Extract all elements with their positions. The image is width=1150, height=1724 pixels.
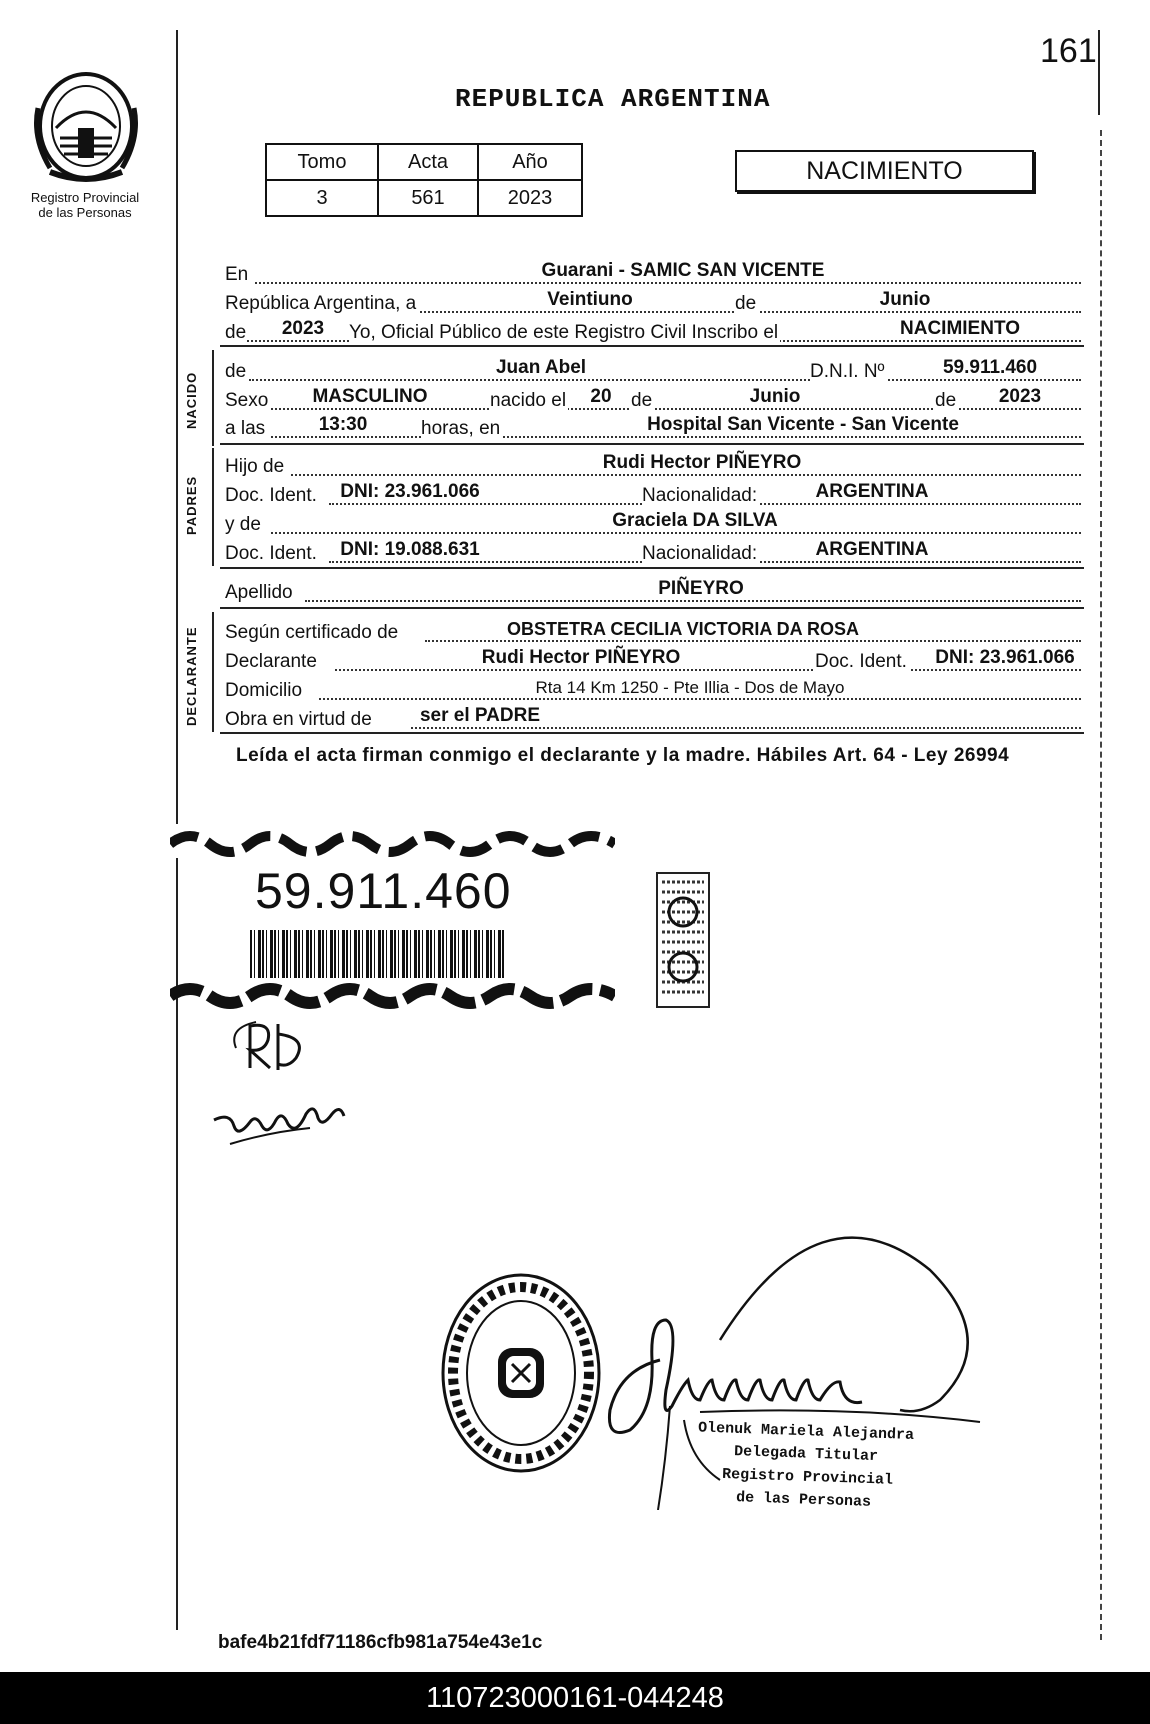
madre-doc: DNI: 19.088.631 bbox=[340, 539, 480, 560]
nacido-anio: 2023 bbox=[998, 386, 1042, 407]
nacido-sexo: MASCULINO bbox=[312, 386, 428, 407]
footer-code: 110723000161-044248 bbox=[0, 1672, 1150, 1724]
row-certificado: Según certificado de OBSTETRA CECILIA VICTORIA DA ROSA bbox=[225, 616, 1081, 646]
padre-nombre: Rudi Hector PIÑEYRO bbox=[602, 452, 802, 473]
row-nacido-hora: a las 13:30 horas, en Hospital San Vicente - San Vicente bbox=[225, 412, 1081, 442]
anio-value: 2023 bbox=[281, 318, 325, 339]
document-title: REPUBLICA ARGENTINA bbox=[455, 84, 771, 114]
page-number: 161 bbox=[1040, 32, 1097, 70]
ledger-value-tomo: 3 bbox=[266, 180, 378, 216]
legal-note: Leída el acta firman conmigo el declarante y la madre. Hábiles Art. 64 - Ley 26994 bbox=[236, 745, 1010, 766]
ledger-value-acta: 561 bbox=[378, 180, 478, 216]
row-obra: Obra en virtud de ser el PADRE bbox=[225, 703, 1081, 733]
madre-nacionalidad: ARGENTINA bbox=[815, 539, 929, 560]
nacido-hora: 13:30 bbox=[318, 414, 368, 435]
signatory-name: Olenuk Mariela Alejandra bbox=[697, 1419, 915, 1444]
row-oficial: de 2023 Yo, Oficial Público de este Registro Civil Inscribo el NACIMIENTO bbox=[225, 316, 1081, 346]
domicilio-value: Rta 14 Km 1250 - Pte Illia - Dos de Mayo bbox=[535, 678, 845, 697]
apellido-value: PIÑEYRO bbox=[658, 578, 744, 599]
en-value: Guarani - SAMIC SAN VICENTE bbox=[541, 260, 825, 281]
hologram-icon bbox=[656, 872, 710, 1008]
barcode-icon bbox=[250, 930, 505, 978]
record-type-box: NACIMIENTO bbox=[735, 150, 1034, 192]
section-label-declarante: DECLARANTE bbox=[184, 626, 199, 726]
row-madre-doc: Doc. Ident. DNI: 19.088.631 Nacionalidad: ARGENTINA bbox=[225, 537, 1081, 567]
padre-doc: DNI: 23.961.066 bbox=[340, 481, 480, 502]
sticker-border-bottom bbox=[170, 982, 615, 1012]
mes-value: Junio bbox=[879, 289, 931, 310]
ledger-table bbox=[265, 143, 583, 217]
ledger-value-anio: 2023 bbox=[478, 180, 582, 216]
declarante-value: Rudi Hector PIÑEYRO bbox=[481, 647, 681, 668]
ledger-header-acta: Acta bbox=[378, 144, 478, 180]
row-fecha: República Argentina, a Veintiuno de Junio bbox=[225, 287, 1081, 317]
signatory-block bbox=[697, 1419, 958, 1511]
row-nacido-sexo: Sexo MASCULINO nacido el 20 de Junio de 2023 bbox=[225, 384, 1081, 414]
obra-value: ser el PADRE bbox=[419, 705, 541, 726]
certificado-value: OBSTETRA CECILIA VICTORIA DA ROSA bbox=[506, 619, 860, 639]
province-logo-icon bbox=[30, 68, 142, 186]
declarante-doc: DNI: 23.961.066 bbox=[935, 647, 1075, 668]
logo-caption: Registro Provincial de las Personas bbox=[30, 190, 140, 220]
row-nacido-nombre: de Juan Abel D.N.I. Nº 59.911.460 bbox=[225, 355, 1081, 385]
madre-nombre: Graciela DA SILVA bbox=[612, 510, 778, 531]
signatory-role: Delegada Titular bbox=[733, 1443, 879, 1466]
document-hash: bafe4b21fdf71186cfb981a754e43e1c bbox=[218, 1632, 543, 1653]
nacido-nombre: Juan Abel bbox=[495, 357, 587, 378]
right-margin-line bbox=[1098, 30, 1100, 115]
padre-nacionalidad: ARGENTINA bbox=[815, 481, 929, 502]
row-declarante: Declarante Rudi Hector PIÑEYRO Doc. Ident. DNI: 23.961.066 bbox=[225, 645, 1081, 675]
row-padre-doc: Doc. Ident. DNI: 23.961.066 Nacionalidad: ARGENTINA bbox=[225, 479, 1081, 509]
tipo-value: NACIMIENTO bbox=[900, 318, 1020, 339]
row-domicilio: Domicilio Rta 14 Km 1250 - Pte Illia - Dos de Mayo bbox=[225, 674, 1081, 704]
handwritten-initials-icon bbox=[226, 1018, 326, 1078]
section-label-nacido: NACIDO bbox=[184, 371, 199, 429]
row-hijo-de: Hijo de Rudi Hector PIÑEYRO bbox=[225, 450, 1081, 480]
ledger-header-anio: Año bbox=[478, 144, 582, 180]
nacido-dia: 20 bbox=[590, 386, 612, 407]
nacido-lugar: Hospital San Vicente - San Vicente bbox=[647, 414, 959, 435]
section-label-padres: PADRES bbox=[184, 475, 199, 535]
row-apellido: Apellido PIÑEYRO bbox=[225, 576, 1081, 606]
signatory-office-2: de las Personas bbox=[735, 1489, 872, 1511]
right-margin-dashes bbox=[1100, 130, 1102, 1640]
sticker-border-top bbox=[170, 824, 615, 860]
row-y-de: y de Graciela DA SILVA bbox=[225, 508, 1081, 538]
nacido-dni: 59.911.460 bbox=[942, 357, 1038, 378]
nacido-mes: Junio bbox=[749, 386, 801, 407]
row-en: En Guarani - SAMIC SAN VICENTE bbox=[225, 258, 1081, 288]
declarant-signature-icon bbox=[210, 1092, 380, 1152]
ledger-header-tomo: Tomo bbox=[266, 144, 378, 180]
dni-sticker-number: 59.911.460 bbox=[255, 863, 512, 919]
official-seal-icon bbox=[436, 1268, 606, 1478]
dia-value: Veintiuno bbox=[547, 289, 633, 310]
signatory-office-1: Registro Provincial bbox=[721, 1465, 894, 1489]
